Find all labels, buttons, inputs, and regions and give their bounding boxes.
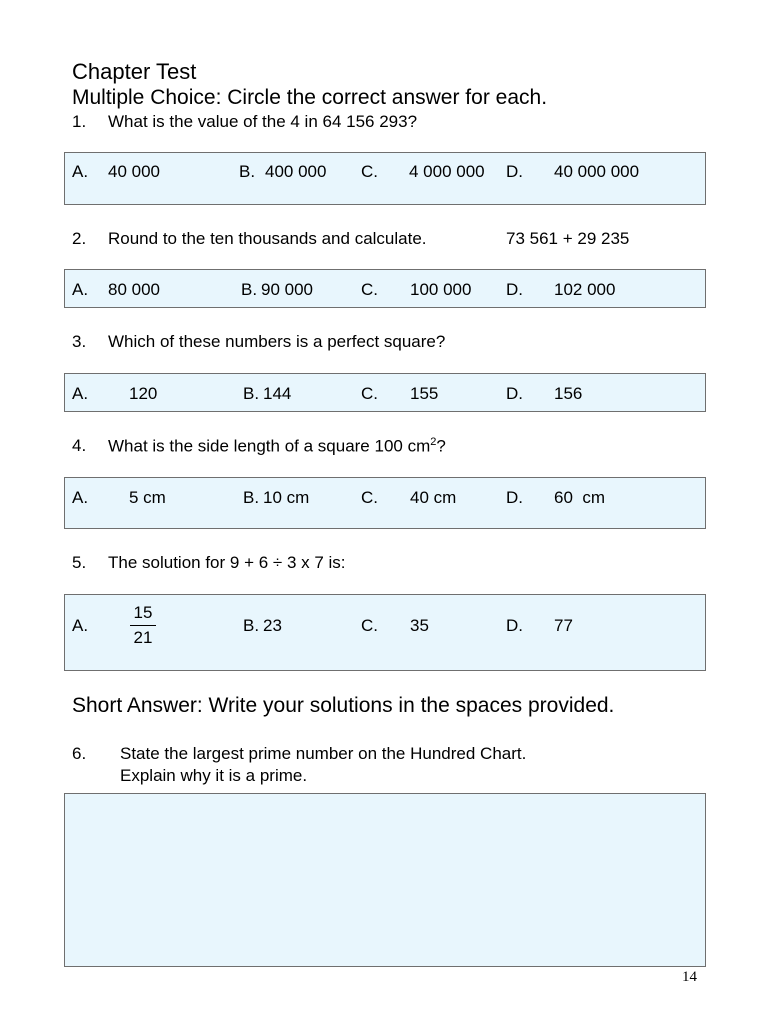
option-value-b[interactable]: 10 cm bbox=[263, 488, 310, 507]
page-number: 14 bbox=[682, 969, 697, 985]
option-letter-d[interactable]: D. bbox=[506, 384, 523, 403]
option-value-d[interactable]: 77 bbox=[554, 616, 573, 635]
option-letter-c[interactable]: C. bbox=[361, 280, 378, 299]
option-value-c[interactable]: 100 000 bbox=[410, 280, 472, 299]
question-text-line bbox=[108, 436, 446, 457]
option-value-c[interactable]: 4 000 000 bbox=[409, 162, 485, 181]
option-letter-b[interactable]: B. bbox=[243, 616, 260, 635]
option-letter-b[interactable]: B. bbox=[243, 488, 260, 507]
question-text-line-2: Explain why it is a prime. bbox=[120, 766, 308, 785]
question-number: 1. bbox=[72, 112, 87, 131]
fraction-denominator: 21 bbox=[133, 628, 153, 647]
option-value-a[interactable]: 80 000 bbox=[108, 280, 160, 299]
option-letter-a[interactable]: A. bbox=[72, 162, 89, 181]
fraction-numerator: 15 bbox=[133, 603, 153, 622]
option-letter-d[interactable]: D. bbox=[506, 162, 523, 181]
option-value-b[interactable]: 23 bbox=[263, 616, 282, 635]
answer-box-5 bbox=[64, 594, 706, 671]
option-value-b[interactable]: 400 000 bbox=[265, 162, 327, 181]
option-value-c[interactable]: 35 bbox=[410, 616, 429, 635]
option-value-c[interactable]: 155 bbox=[410, 384, 439, 403]
answer-box-4 bbox=[64, 477, 706, 529]
option-value-d[interactable]: 102 000 bbox=[554, 280, 616, 299]
option-letter-a[interactable]: A. bbox=[72, 488, 89, 507]
question-text-line-1: State the largest prime number on the Hundred Chart. bbox=[120, 744, 527, 763]
question-text: The solution for 9 + 6 ÷ 3 x 7 is: bbox=[108, 553, 346, 572]
question-number: 5. bbox=[72, 553, 87, 572]
option-letter-a[interactable]: A. bbox=[72, 616, 89, 635]
superscript: 2 bbox=[430, 436, 437, 448]
question-expression: 73 561 + 29 235 bbox=[506, 229, 630, 248]
option-letter-a[interactable]: A. bbox=[72, 280, 89, 299]
option-letter-b[interactable]: B. bbox=[241, 280, 258, 299]
page-title: Chapter Test bbox=[72, 59, 197, 84]
answer-space[interactable] bbox=[64, 793, 706, 967]
answer-box-3 bbox=[64, 373, 706, 412]
option-letter-c[interactable]: C. bbox=[361, 616, 378, 635]
fraction[interactable] bbox=[130, 603, 156, 648]
option-letter-c[interactable]: C. bbox=[361, 162, 378, 181]
option-value-b[interactable]: 144 bbox=[263, 384, 292, 403]
question-text: Which of these numbers is a perfect square? bbox=[108, 332, 446, 351]
option-value-d[interactable]: 60 cm bbox=[554, 488, 606, 507]
fraction-bar bbox=[130, 625, 156, 626]
option-letter-d[interactable]: D. bbox=[506, 280, 523, 299]
question-text: What is the side length of a square 100 cm bbox=[108, 436, 431, 456]
question-number: 4. bbox=[72, 436, 87, 455]
option-letter-c[interactable]: C. bbox=[361, 384, 378, 403]
answer-box-2 bbox=[64, 269, 706, 308]
option-value-c[interactable]: 40 cm bbox=[410, 488, 457, 507]
option-letter-b[interactable]: B. bbox=[239, 162, 256, 181]
question-number: 2. bbox=[72, 229, 87, 248]
multiple-choice-heading: Multiple Choice: Circle the correct answer for each. bbox=[72, 86, 548, 109]
option-value-d[interactable]: 156 bbox=[554, 384, 583, 403]
option-value-a[interactable]: 40 000 bbox=[108, 162, 160, 181]
question-text: What is the value of the 4 in 64 156 293? bbox=[108, 112, 418, 131]
option-letter-b[interactable]: B. bbox=[243, 384, 260, 403]
option-letter-d[interactable]: D. bbox=[506, 488, 523, 507]
option-letter-a[interactable]: A. bbox=[72, 384, 89, 403]
option-value-a[interactable]: 5 cm bbox=[129, 488, 166, 507]
short-answer-heading: Short Answer: Write your solutions in the spaces provided. bbox=[72, 694, 615, 717]
option-value-d[interactable]: 40 000 000 bbox=[554, 162, 640, 181]
question-text: Round to the ten thousands and calculate. bbox=[108, 229, 427, 248]
question-number: 3. bbox=[72, 332, 87, 351]
option-letter-c[interactable]: C. bbox=[361, 488, 378, 507]
question-number: 6. bbox=[72, 744, 87, 763]
option-value-a[interactable]: 120 bbox=[129, 384, 158, 403]
option-letter-d[interactable]: D. bbox=[506, 616, 523, 635]
option-value-b[interactable]: 90 000 bbox=[261, 280, 313, 299]
question-text-end: ? bbox=[436, 436, 446, 456]
answer-box-1 bbox=[64, 152, 706, 205]
